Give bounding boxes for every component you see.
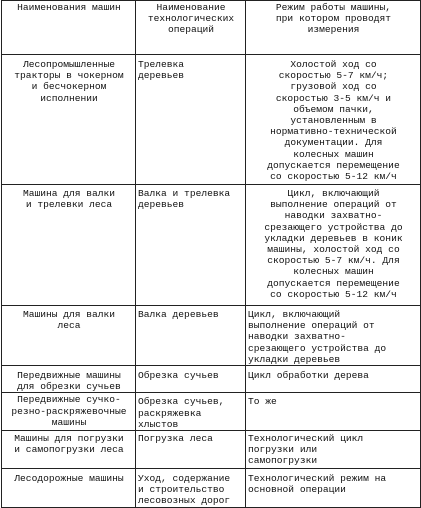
table-row xyxy=(2,469,421,508)
machines-table xyxy=(1,0,421,508)
header-work-mode: Режим работы машины, при котором проводят измерения xyxy=(246,1,421,55)
operation-cell: Валка деревьев xyxy=(136,306,246,366)
operation-cell: Трелевка деревьев xyxy=(136,55,246,185)
operation-cell: Валка и трелевка деревьев xyxy=(136,185,246,306)
machine-name-cell: Передвижные машины для обрезки сучьев xyxy=(2,366,136,393)
machine-name-cell: Машины для погрузки и самопогрузки леса xyxy=(2,431,136,469)
table-header-row xyxy=(2,1,421,55)
table-row xyxy=(2,306,421,366)
operation-cell: Обрезка сучьев xyxy=(136,366,246,393)
table-row xyxy=(2,431,421,469)
machine-name-cell: Машины для валки леса xyxy=(2,306,136,366)
machine-name-cell: Лесопромышленные тракторы в чокерном и бесчокерном исполнении xyxy=(2,55,136,185)
machine-name-cell: Машина для валки и трелевки леса xyxy=(2,185,136,306)
header-machine-name: Наименования машин xyxy=(2,1,136,55)
table-row xyxy=(2,55,421,185)
table-row xyxy=(2,393,421,431)
operation-cell: Обрезка сучьев, раскряжевка хлыстов xyxy=(136,393,246,431)
work-mode-cell: Технологический режим на основной операции xyxy=(246,469,421,508)
operation-cell: Погрузка леса xyxy=(136,431,246,469)
operation-cell: Уход, содержание и строительство лесовозных дорог xyxy=(136,469,246,508)
machine-name-cell: Лесодорожные машины xyxy=(2,469,136,508)
machine-name-cell: Передвижные сучко- резно-раскряжевочные машины xyxy=(2,393,136,431)
work-mode-cell: Цикл, включающий выполнение операций от наводки захватно- срезающего устройства до укладки деревьев в коник машины, холостой ход со скоростью 5-7 км/ч. Для колесных машин допускается перемещение со скоростью 5-12 км/ч xyxy=(246,185,421,306)
work-mode-cell: Цикл обработки дерева xyxy=(246,366,421,393)
header-operation: Наименование технологических операций xyxy=(136,1,246,55)
work-mode-cell: Цикл, включающий выполнение операций от наводки захватно- срезающего устройства до укладки деревьев xyxy=(246,306,421,366)
table-row xyxy=(2,366,421,393)
work-mode-cell: Технологический цикл погрузки или самопогрузки xyxy=(246,431,421,469)
work-mode-cell: Холостой ход со скоростью 5-7 км/ч; грузовой ход со скоростью 3-5 км/ч и объемом пачки, установленным в нормативно-технической документации. Для колесных машин допускается перемещение со скоростью 5-12 км/ч xyxy=(246,55,421,185)
table-row xyxy=(2,185,421,306)
work-mode-cell: То же xyxy=(246,393,421,431)
